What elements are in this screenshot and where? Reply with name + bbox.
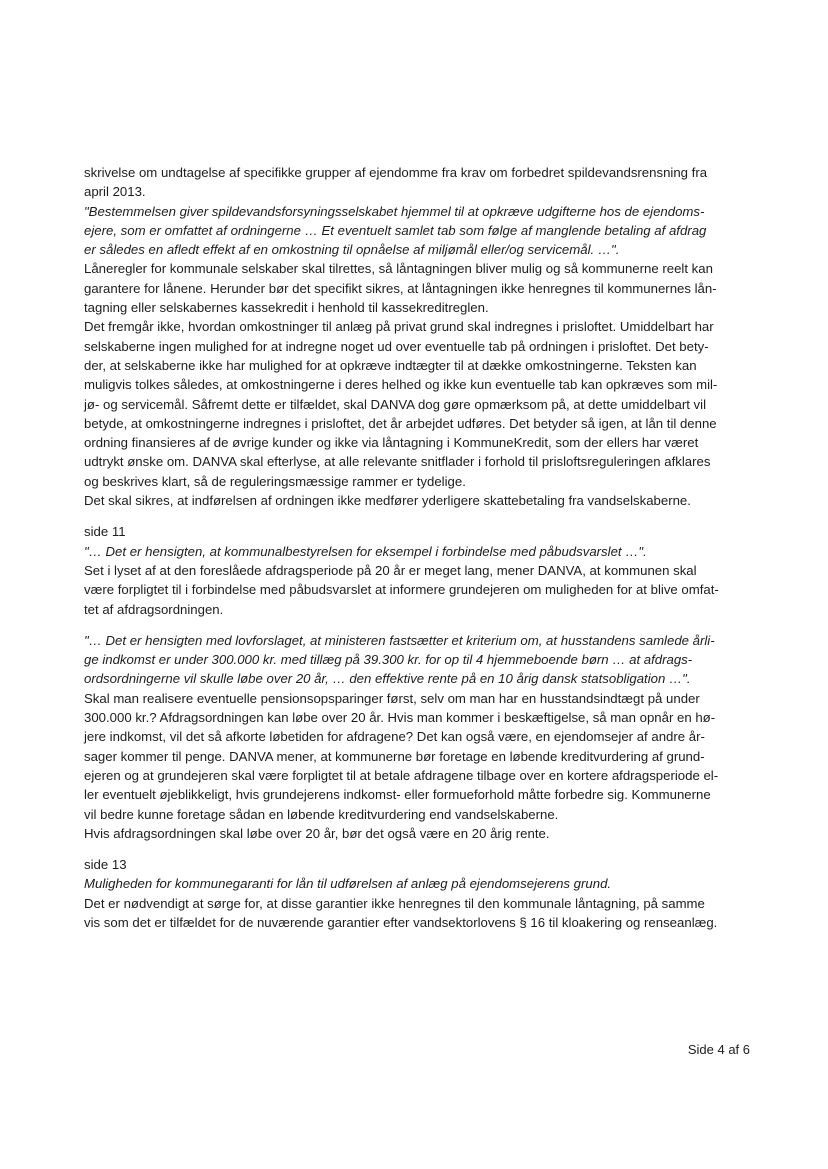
text-line: Det fremgår ikke, hvordan omkostninger til anlæg på privat grund skal indregnes i prisloftet. Umiddelbart har	[84, 319, 714, 335]
quote-block	[84, 874, 754, 893]
text-line: er således en afledt effekt af en omkostning til opnåelse af miljømål eller/og servicemål. …".	[84, 242, 620, 258]
text-line: være forpligtet til i forbindelse med påbudsvarslet at informere grundejeren om muligheden for at blive omfat-	[84, 582, 719, 598]
text-line: Hvis afdragsordningen skal løbe over 20 år, bør det også være en 20 årig rente.	[84, 825, 550, 841]
text-line: ejeren og at grundejeren skal være forpligtet til at betale afdragene tilbage over en kortere afdragsperiode el-	[84, 767, 719, 783]
text-line: muligvis tolkes således, at omkostningerne i deres helhed og ikke kun eventuelle tab kan opkræves som mil-	[84, 377, 718, 393]
text-line: "… Det er hensigten, at kommunalbestyrelsen for eksempel i forbindelse med påbudsvarslet …".	[84, 543, 647, 559]
text-line: tet af afdragsordningen.	[84, 601, 224, 617]
text-line: Set i lyset af at den foreslåede afdragsperiode på 20 år er meget lang, mener DANVA, at kommunen skal	[84, 562, 697, 578]
text-line: der, at selskaberne ikke har mulighed for at opkræve indtægter til at dække omkostningerne. Teksten kan	[84, 357, 697, 373]
text-line: skrivelse om undtagelse af specifikke grupper af ejendomme fra krav om forbedret spildevandsrensning fra	[84, 165, 708, 180]
text-line: betyde, at omkostningerne indregnes i prisloftet, det år arbejdet udføres. Det betyder så igen, at lån til denne	[84, 415, 717, 431]
text-line: Det er nødvendigt at sørge for, at disse garantier ikke henregnes til den kommunale låntagning, på samme	[84, 895, 705, 911]
text-line: Skal man realisere eventuelle pensionsopsparinger først, selv om man har en husstandsindtægt på under	[84, 690, 700, 706]
text-block	[84, 163, 754, 202]
text-line: vil bedre kunne foretage sådan en løbende kreditvurdering end vandselskaberne.	[84, 806, 559, 822]
text-line: Muligheden for kommunegaranti for lån til udførelsen af anlæg på ejendomsejerens grund.	[84, 876, 612, 892]
text-line: side 13	[84, 857, 127, 873]
text-line: udtrykt ønske om. DANVA skal efterlyse, at alle relevante snitflader i forhold til prisloftsreguleringen afklares	[84, 454, 711, 470]
text-line: og beskrives klart, så de reguleringsmæssige rammer er tydelige.	[84, 473, 466, 489]
text-line: vis som det er tilfældet for de nuværende garantier efter vandsektorlovens § 16 til kloakering og renseanlæg.	[84, 914, 718, 930]
text-block	[84, 894, 754, 933]
text-line: ge indkomst er under 300.000 kr. med tillæg på 39.300 kr. for op til 4 hjemmeboende børn … at afdrags-	[84, 652, 693, 668]
text-line: ordning finansieres af de øvrige kunder og ikke via låntagning i KommuneKredit, som der ellers har været	[84, 435, 699, 451]
quote-block	[84, 202, 754, 260]
text-block	[84, 855, 754, 874]
text-line: "… Det er hensigten med lovforslaget, at ministeren fastsætter et kriterium om, at husstandens samlede årli-	[84, 632, 715, 648]
text-block	[84, 522, 754, 541]
text-line: sager kommer til penge. DANVA mener, at kommunerne bør foretage en løbende kreditvurdering af grund-	[84, 748, 705, 764]
text-line: ejere, som er omfattet af ordningerne … Et eventuelt samlet tab som følge af manglende betaling af afdrag	[84, 222, 707, 238]
text-line: tagning eller selskabernes kassekredit i henhold til kassekreditreglen.	[84, 300, 489, 316]
text-block	[84, 689, 754, 843]
text-line: side 11	[84, 524, 126, 540]
text-line: "Bestemmelsen giver spildevandsforsyningsselskabet hjemmel til at opkræve udgifterne hos de ejendoms-	[84, 203, 705, 219]
text-line: selskaberne ingen mulighed for at indregne noget ud over eventuelle tab på ordningen i prisloftet. Det bety-	[84, 338, 709, 354]
text-line: 300.000 kr.? Afdragsordningen kan løbe over 20 år. Hvis man kommer i beskæftigelse, så man opnår en hø-	[84, 710, 716, 726]
text-block	[84, 259, 754, 510]
document-body	[84, 163, 754, 932]
text-line: jere indkomst, vil det så afkorte løbetiden for afdragene? Det kan også være, en ejendomsejer af andre år-	[84, 729, 705, 745]
text-line: Det skal sikres, at indførelsen af ordningen ikke medfører yderligere skattebetaling fra vandselskaberne.	[84, 493, 691, 509]
text-line: garantere for lånene. Herunder bør det specifikt sikres, at låntagningen ikke henregnes til kommunernes lån-	[84, 280, 717, 296]
text-line: Låneregler for kommunale selskaber skal tilrettes, så låntagningen bliver mulig og så kommunerne reelt kan	[84, 261, 713, 277]
text-line: jø- og servicemål. Såfremt dette er tilfældet, skal DANVA dog gøre opmærksom på, at dette umiddelbart vil	[84, 396, 707, 412]
text-line: ler eventuelt øjeblikkeligt, hvis grundejerens indkomst- eller formueforhold måtte forbedre sig. Kommunerne	[84, 787, 711, 803]
page-number: Side 4 af 6	[687, 1042, 750, 1057]
quote-block	[84, 542, 754, 561]
text-line: april 2013.	[84, 184, 146, 200]
quote-block	[84, 631, 754, 689]
text-block	[84, 561, 754, 619]
text-line: ordsordningerne vil skulle løbe over 20 år, … den effektive rente på en 10 årig dansk statsobligation …".	[84, 671, 691, 687]
